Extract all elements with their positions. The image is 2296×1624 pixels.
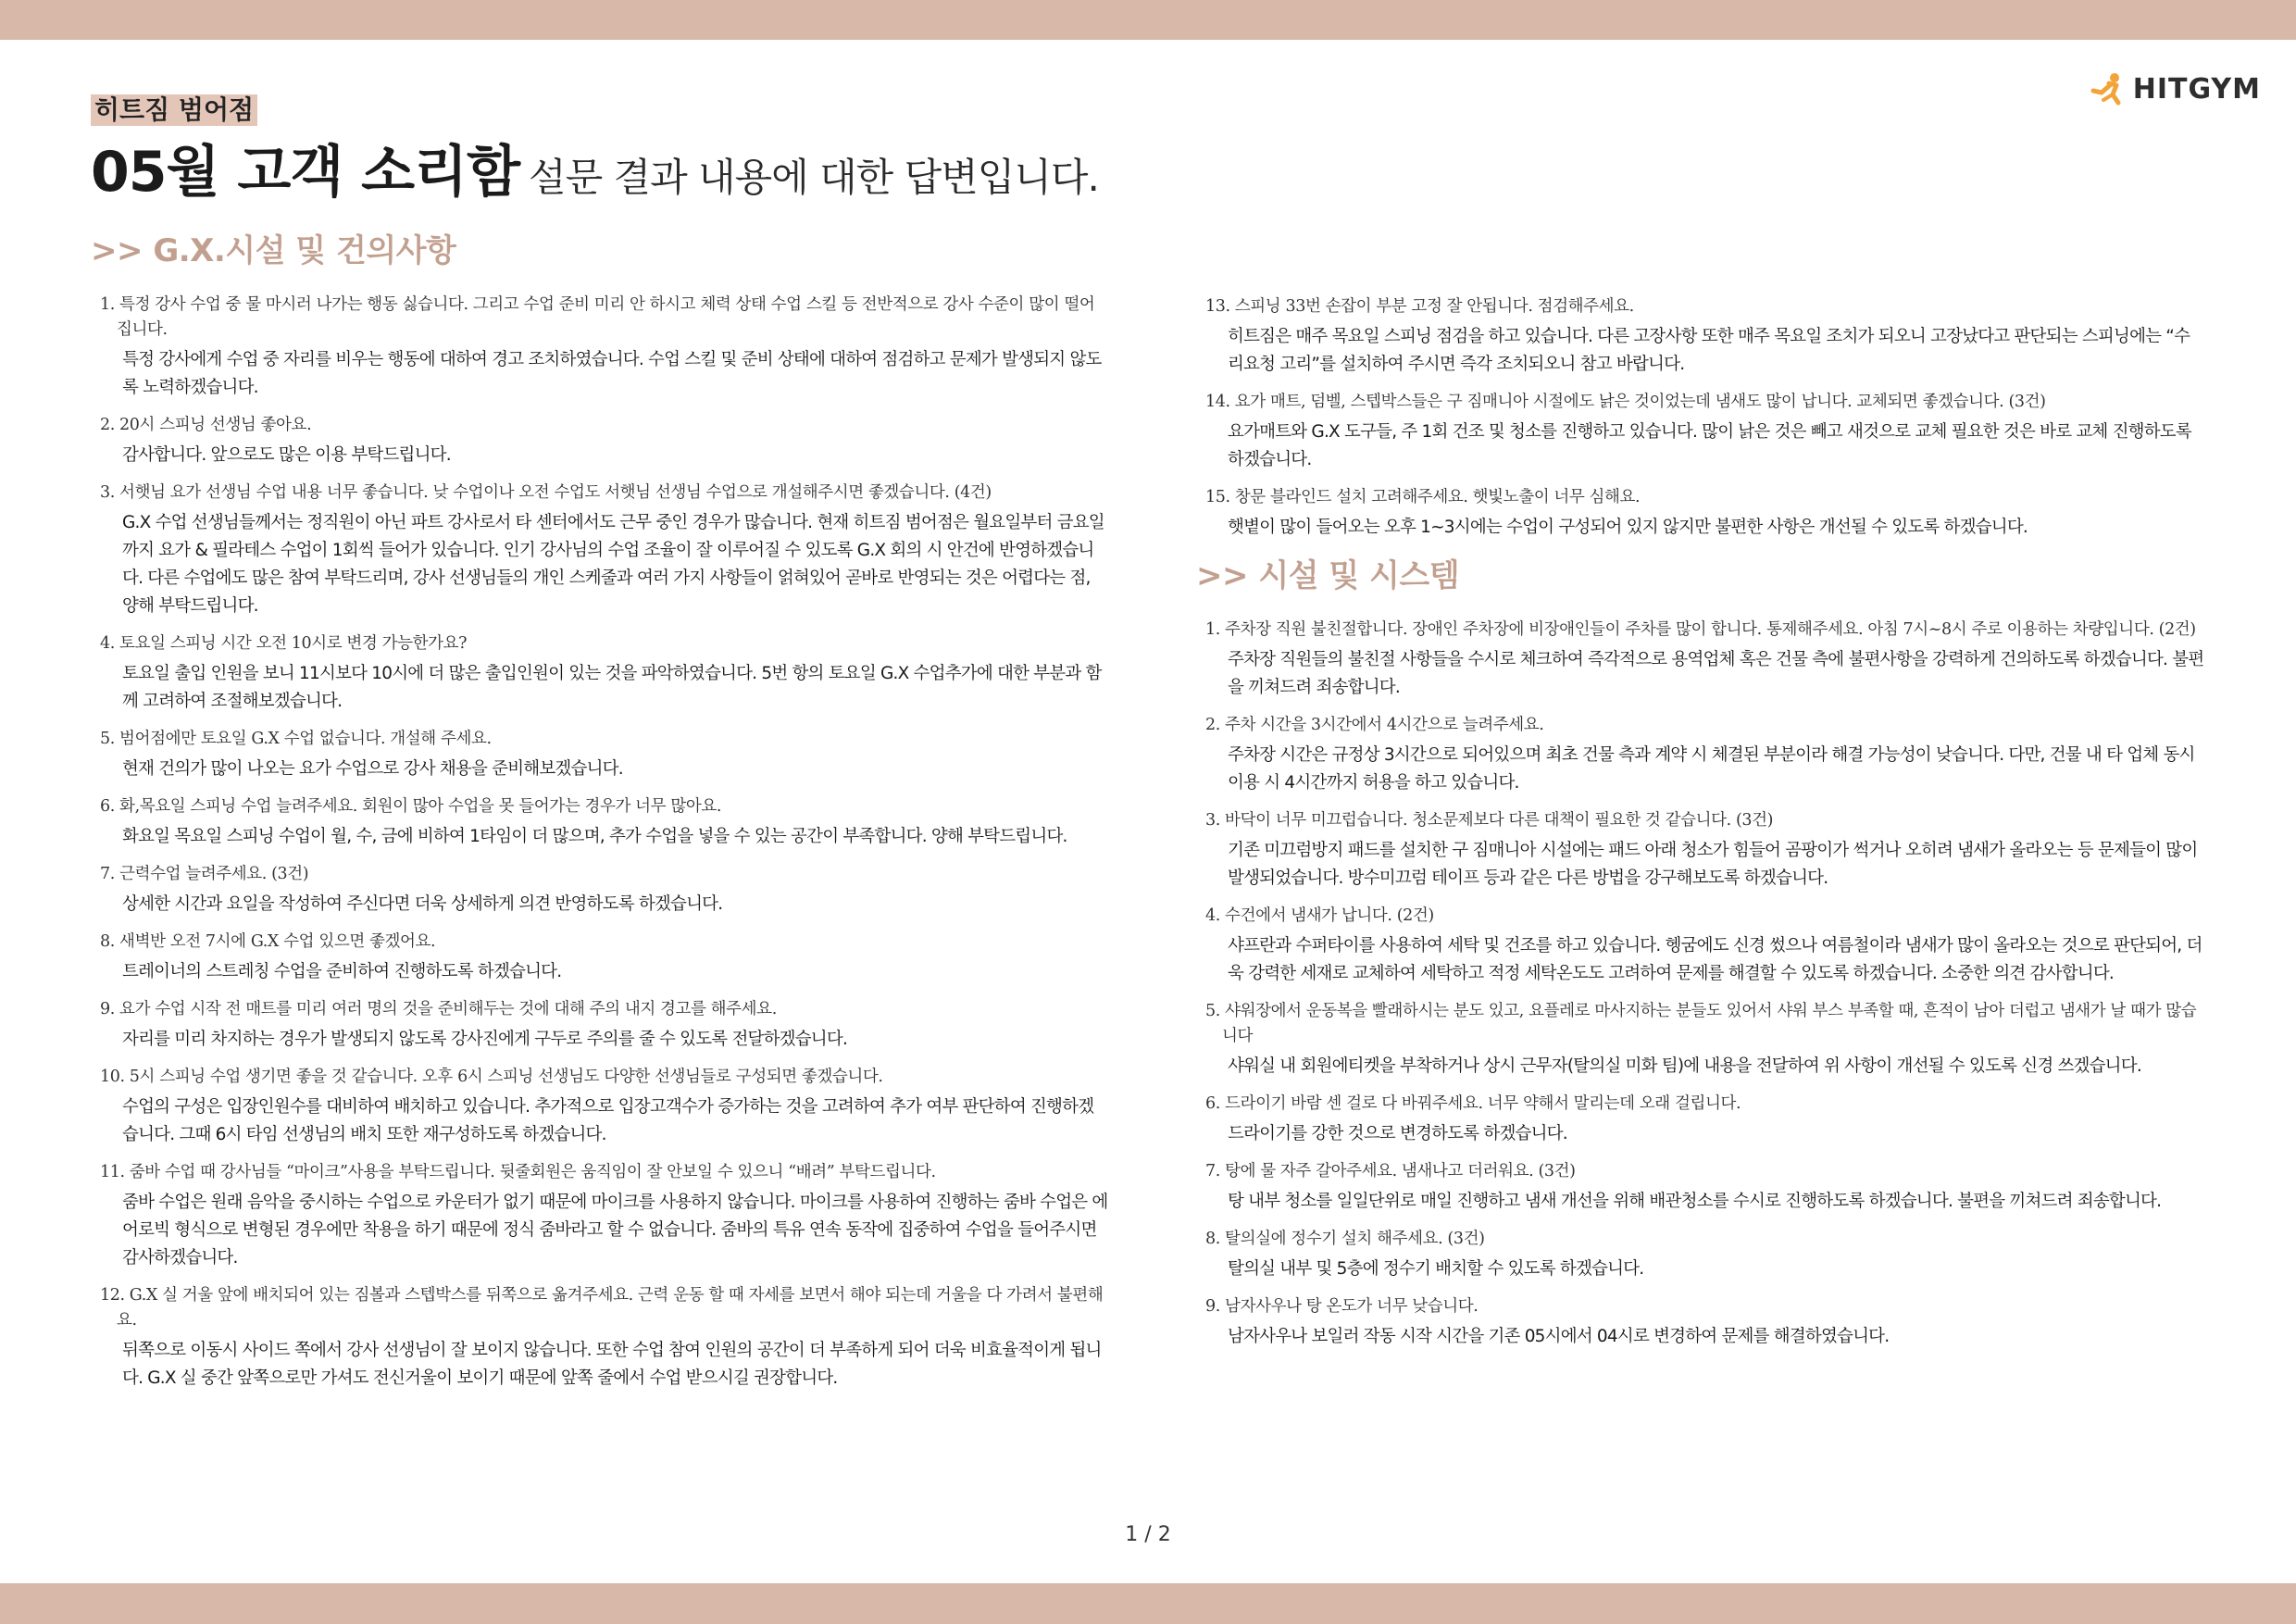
answer: 히트짐은 매주 목요일 스피닝 점검을 하고 있습니다. 다른 고장사항 또한 매주 목요일 조치가 되오니 고장났다고 판단되는 스피닝에는 “수리요청 고리”를 설치하여 주시면 즉각 조치되오니 참고 바랍니다. <box>1228 327 2190 374</box>
runner-icon <box>2090 72 2128 106</box>
qa-item <box>91 481 1109 620</box>
answer: 트레이너의 스트레칭 수업을 준비하여 진행하도록 하겠습니다. <box>122 962 562 981</box>
qa-item <box>91 631 1109 716</box>
qa-item <box>1196 390 2205 474</box>
question: 2. 주차 시간을 3시간에서 4시간으로 늘려주세요. <box>1205 716 1544 734</box>
qa-item <box>91 413 1109 469</box>
question: 12. G.X 실 거울 앞에 배치되어 있는 짐볼과 스텝박스를 뒤쪽으로 옮겨주세요. 근력 운동 할 때 자세를 보면서 해야 되는데 거울을 다 가려서 불편해요. <box>100 1286 1104 1330</box>
question: 6. 드라이기 바람 센 걸로 다 바꿔주세요. 너무 약해서 말리는데 오래 걸립니다. <box>1205 1094 1741 1113</box>
qa-item <box>1196 999 2205 1081</box>
answer: 수업의 구성은 입장인원수를 대비하여 배치하고 있습니다. 추가적으로 입장고객수가 증가하는 것을 고려하여 추가 여부 판단하여 진행하겠습니다. 그때 6시 타임 선생님의 배치 또한 재구성하도록 하겠습니다. <box>122 1097 1094 1144</box>
qa-item <box>1196 1092 2205 1148</box>
question: 10. 5시 스피닝 수업 생기면 좋을 것 같습니다. 오후 6시 스피닝 선생님도 다양한 선생님들로 구성되면 좋겠습니다. <box>100 1068 883 1086</box>
answer: G.X 수업 선생님들께서는 정직원이 아닌 파트 강사로서 타 센터에서도 근무 중인 경우가 많습니다. 현재 히트짐 범어점은 월요일부터 금요일까지 요가 & 필라테스 수업이 1회씩 들어가 있습니다. 인기 강사님의 수업 조율이 잘 이루어질 수 있도록 G.X 회의 시 안건에 반영하겠습니다. 다른 수업에도 많은 참여 부탁드리며, 강사 선생님들의 개인 스케줄과 여러 가지 사항들이 얽혀있어 곧바로 반영되는 것은 어렵다는 점, 양해 부탁드립니다. <box>122 513 1104 616</box>
question: 1. 특정 강사 수업 중 물 마시러 나가는 행동 싫습니다. 그리고 수업 준비 미리 안 하시고 체력 상태 수업 스킬 등 전반적으로 강사 수준이 많이 떨어집니다. <box>100 295 1095 339</box>
bottom-band <box>0 1583 2296 1624</box>
qa-item <box>1196 904 2205 988</box>
qa-item <box>1196 1159 2205 1216</box>
answer: 줌바 수업은 원래 음악을 중시하는 수업으로 카운터가 없기 때문에 마이크를 사용하지 않습니다. 마이크를 사용하여 진행하는 줌바 수업은 에어로빅 형식으로 변형된 경우에만 착용을 하기 때문에 정식 줌바라고 할 수 없습니다. 줌바의 특유 연속 동작에 집중하여 수업을 들어주시면 감사하겠습니다. <box>122 1193 1108 1268</box>
question: 3. 바닥이 너무 미끄럽습니다. 청소문제보다 다른 대책이 필요한 것 같습니다. (3건) <box>1205 811 1774 830</box>
qa-item <box>91 1065 1109 1149</box>
question: 11. 줌바 수업 때 강사님들 “마이크”사용을 부탁드립니다. 뒷줄회원은 움직임이 잘 안보일 수 있으니 “배려” 부탁드립니다. <box>100 1163 936 1181</box>
section-title-facilities: >> 시설 및 시스템 <box>1196 557 1460 594</box>
answer: 기존 미끄럼방지 패드를 설치한 구 짐매니아 시설에는 패드 아래 청소가 힘들어 곰팡이가 썩거나 오히려 냄새가 올라오는 등 문제들이 많이 발생되었습니다. 방수미끄럼 테이프 등과 같은 다른 방법을 강구해보도록 하겠습니다. <box>1228 841 2198 888</box>
question: 5. 범어점에만 토요일 G.X 수업 없습니다. 개설해 주세요. <box>100 730 492 748</box>
question: 8. 새벽반 오전 7시에 G.X 수업 있으면 좋겠어요. <box>100 932 436 951</box>
qa-item <box>91 794 1109 851</box>
question: 2. 20시 스피닝 선생님 좋아요. <box>100 416 312 434</box>
question: 8. 탈의실에 정수기 설치 해주세요. (3건) <box>1205 1230 1485 1248</box>
qa-item <box>91 1160 1109 1272</box>
right-column <box>1196 294 2205 1362</box>
qa-item <box>91 1283 1109 1393</box>
question: 4. 수건에서 냄새가 납니다. (2건) <box>1205 906 1434 925</box>
question: 13. 스피닝 33번 손잡이 부분 고정 잘 안됩니다. 점검해주세요. <box>1205 297 1634 316</box>
answer: 주차장 시간은 규정상 3시간으로 되어있으며 최초 건물 측과 계약 시 체결된 부분이라 해결 가능성이 낮습니다. 다만, 건물 내 타 업체 동시이용 시 4시간까지 허용을 하고 있습니다. <box>1228 745 2195 793</box>
question: 7. 근력수업 늘려주세요. (3건) <box>100 865 309 883</box>
answer: 탕 내부 청소를 일일단위로 매일 진행하고 냄새 개선을 위해 배관청소를 수시로 진행하도록 하겠습니다. 불편을 끼쳐드려 죄송합니다. <box>1228 1192 2162 1211</box>
question: 14. 요가 매트, 덤벨, 스텝박스들은 구 짐매니아 시절에도 낡은 것이었는데 냄새도 많이 납니다. 교체되면 좋겠습니다. (3건) <box>1205 393 2046 411</box>
question: 4. 토요일 스피닝 시간 오전 10시로 변경 가능한가요? <box>100 634 468 653</box>
qa-item <box>91 293 1109 402</box>
answer: 뒤쪽으로 이동시 사이드 쪽에서 강사 선생님이 잘 보이지 않습니다. 또한 수업 참여 인원의 공간이 더 부족하게 되어 더욱 비효율적이게 됩니다. G.X 실 중간 앞쪽으로만 가셔도 전신거울이 보이기 때문에 앞쪽 줄에서 수업 받으시길 권장합니다. <box>122 1341 1102 1388</box>
logo-text: HITGYM <box>2132 72 2261 106</box>
answer: 샤프란과 수퍼타이를 사용하여 세탁 및 건조를 하고 있습니다. 헹굼에도 신경 썼으나 여름철이라 냄새가 많이 올라오는 것으로 판단되어, 더욱 강력한 세재로 교체하여 세탁하고 적정 세탁온도도 고려하여 문제를 해결할 수 있도록 하겠습니다. 소중한 의견 감사합니다. <box>1228 936 2202 983</box>
answer: 샤워실 내 회원에티켓을 부착하거나 상시 근무자(탈의실 미화 팀)에 내용을 전달하여 위 사항이 개선될 수 있도록 신경 쓰겠습니다. <box>1228 1056 2141 1076</box>
answer: 햇볕이 많이 들어오는 오후 1~3시에는 수업이 구성되어 있지 않지만 불편한 사항은 개선될 수 있도록 하겠습니다. <box>1228 518 2028 537</box>
answer: 주차장 직원들의 불친절 사항들을 수시로 체크하여 즉각적으로 용역업체 혹은 건물 측에 불편사항을 강력하게 건의하도록 하겠습니다. 불편을 끼쳐드려 죄송합니다. <box>1228 650 2204 697</box>
qa-item <box>91 997 1109 1054</box>
question: 9. 남자사우나 탕 온도가 너무 낮습니다. <box>1205 1297 1479 1316</box>
answer: 특정 강사에게 수업 중 자리를 비우는 행동에 대하여 경고 조치하였습니다. 수업 스킬 및 준비 상태에 대하여 점검하고 문제가 발생되지 않도록 노력하겠습니다. <box>122 350 1102 397</box>
question: 15. 창문 블라인드 설치 고려해주세요. 햇빛노출이 너무 심해요. <box>1205 488 1641 506</box>
qa-item <box>1196 485 2205 542</box>
qa-item <box>1196 294 2205 379</box>
answer: 현재 건의가 많이 나오는 요가 수업으로 강사 채용을 준비해보겠습니다. <box>122 759 623 779</box>
branch-name: 히트짐 범어점 <box>91 94 257 126</box>
question: 3. 서햇님 요가 선생님 수업 내용 너무 좋습니다. 낮 수업이나 오전 수업도 서햇님 선생님 수업으로 개설해주시면 좋겠습니다. (4건) <box>100 483 992 502</box>
answer: 토요일 출입 인원을 보니 11시보다 10시에 더 많은 출입인원이 있는 것을 파악하였습니다. 5번 항의 토요일 G.X 수업추가에 대한 부분과 함께 고려하여 조절해보겠습니다. <box>122 664 1102 711</box>
answer: 남자사우나 보일러 작동 시작 시간을 기존 05시에서 04시로 변경하여 문제를 해결하였습니다. <box>1228 1327 1890 1346</box>
answer: 요가매트와 G.X 도구들, 주 1회 건조 및 청소를 진행하고 있습니다. 많이 낡은 것은 빼고 새것으로 교체 필요한 것은 바로 교체 진행하도록 하겠습니다. <box>1228 422 2191 469</box>
section-title-gx: >> G.X.시설 및 건의사항 <box>91 232 456 269</box>
page-title <box>91 128 1099 207</box>
qa-item <box>91 727 1109 783</box>
title-sub: 설문 결과 내용에 대한 답변입니다. <box>529 155 1099 200</box>
qa-item <box>1196 1294 2205 1351</box>
answer: 드라이기를 강한 것으로 변경하도록 하겠습니다. <box>1228 1124 1567 1143</box>
qa-item <box>1196 618 2205 702</box>
question: 6. 화,목요일 스피닝 수업 늘려주세요. 회원이 많아 수업을 못 들어가는 경우가 너무 많아요. <box>100 797 722 816</box>
qa-item <box>1196 713 2205 797</box>
question: 5. 샤워장에서 운동복을 빨래하시는 분도 있고, 요플레로 마사지하는 분들도 있어서 샤워 부스 부족할 때, 흔적이 남아 더럽고 냄새가 날 때가 많습니다 <box>1205 1002 2197 1045</box>
answer: 감사합니다. 앞으로도 많은 이용 부탁드립니다. <box>122 445 451 465</box>
qa-item <box>91 930 1109 986</box>
hitgym-logo <box>2090 72 2261 106</box>
page-number: 1 / 2 <box>1125 1523 1171 1546</box>
qa-item <box>91 862 1109 918</box>
answer: 화요일 목요일 스피닝 수업이 월, 수, 금에 비하여 1타임이 더 많으며, 추가 수업을 넣을 수 있는 공간이 부족합니다. 양해 부탁드립니다. <box>122 827 1067 846</box>
qa-item <box>1196 808 2205 893</box>
question: 9. 요가 수업 시작 전 매트를 미리 여러 명의 것을 준비해두는 것에 대해 주의 내지 경고를 해주세요. <box>100 1000 777 1018</box>
question: 7. 탕에 물 자주 갈아주세요. 냄새나고 더러워요. (3건) <box>1205 1162 1576 1181</box>
answer: 자리를 미리 차지하는 경우가 발생되지 않도록 강사진에게 구두로 주의를 줄 수 있도록 전달하겠습니다. <box>122 1030 848 1049</box>
question: 1. 주차장 직원 불친절합니다. 장애인 주차장에 비장애인들이 주차를 많이 합니다. 통제해주세요. 아침 7시~8시 주로 이용하는 차량입니다. (2건) <box>1205 620 2196 639</box>
qa-item <box>1196 1227 2205 1283</box>
left-column <box>91 231 1109 1404</box>
top-band <box>0 0 2296 40</box>
answer: 탈의실 내부 및 5층에 정수기 배치할 수 있도록 하겠습니다. <box>1228 1259 1644 1279</box>
title-main: 05월 고객 소리함 <box>91 140 520 205</box>
answer: 상세한 시간과 요일을 작성하여 주신다면 더욱 상세하게 의견 반영하도록 하겠습니다. <box>122 894 723 914</box>
